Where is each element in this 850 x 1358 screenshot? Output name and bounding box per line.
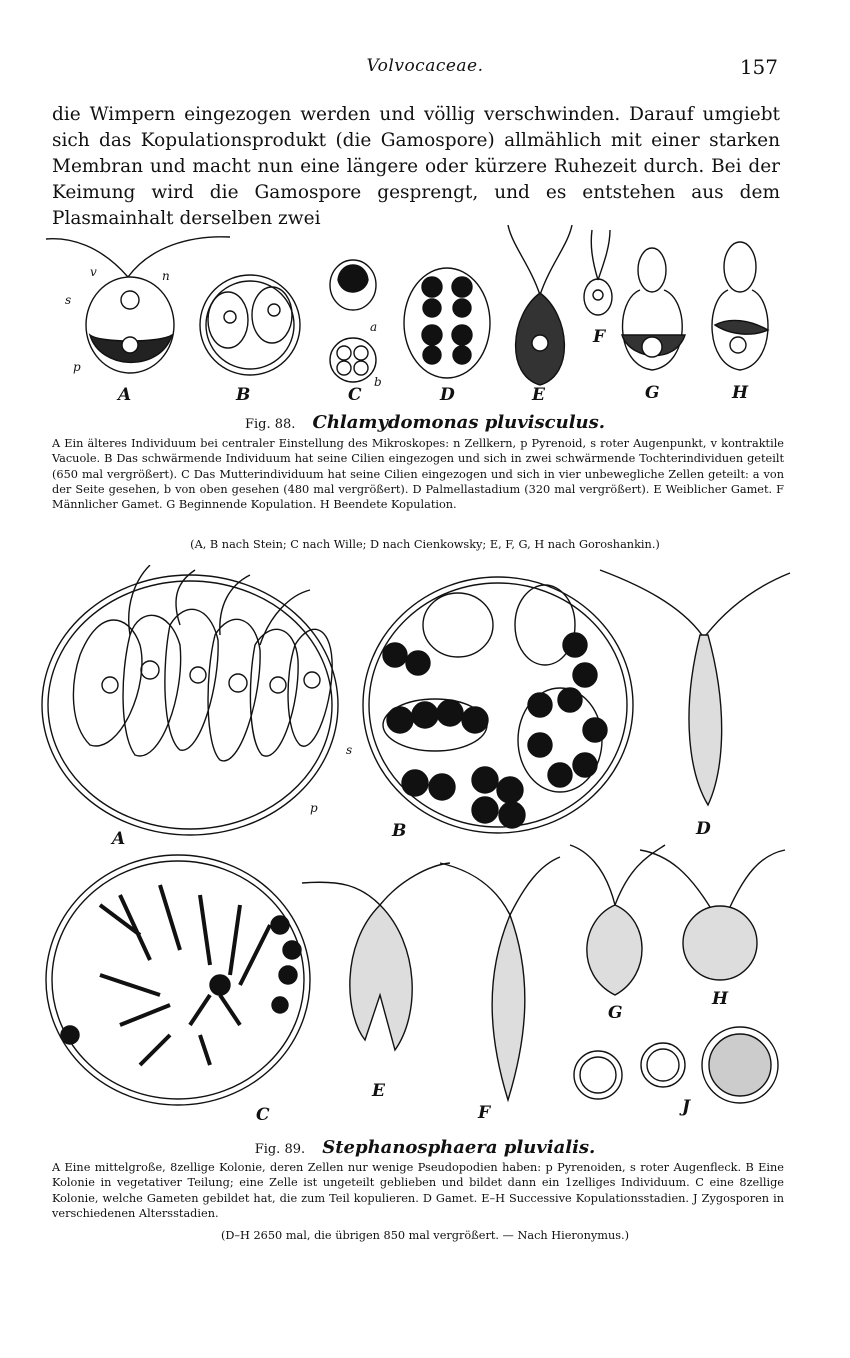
figure-88-caption: A Ein älteres Individuum bei centraler Einstellung des Mikroskopes: n Zellkern, p Pyrenoid, s roter Augenpunkt, v kontraktile Vacuole. B Das schwärmende Individuum hat seine Cilien eingezogen und sich in zwei schwärmende Tochterindividuen geteilt (650 mal vergrößert). C Das Mutterindividuum hat seine Cilien eingezogen und sich in vier unbewegliche Zellen geteilt: a von der Seite gesehen, b von oben gesehen (480 mal vergrößert). D Palmellastadium (320 mal vergrößert). E Weiblicher Gamet. F Männlicher Gamet. G Beginnende Kopulation. H Beendete Kopulation. bbox=[52, 437, 784, 512]
fig88-label-a: A bbox=[118, 385, 132, 405]
figure-89-credit: (D–H 2650 mal, die übrigen 850 mal vergrößert. — Nach Hieronymus.) bbox=[220, 1229, 630, 1242]
fig89-label-c: C bbox=[256, 1105, 270, 1125]
figure-88-credit: (A, B nach Stein; C nach Wille; D nach Cienkowsky; E, F, G, H nach Goroshankin.) bbox=[190, 538, 660, 551]
figure-89-drawing bbox=[40, 565, 810, 1127]
fig88-sublabel-n: n bbox=[162, 269, 170, 283]
fig89-label-f: F bbox=[478, 1103, 491, 1123]
fig89-sublabel-p: p bbox=[310, 801, 318, 815]
figure-88-drawing bbox=[40, 225, 810, 410]
fig88-label-b: B bbox=[236, 385, 251, 405]
fig88-label-g: G bbox=[645, 383, 660, 403]
fig88-label-d: D bbox=[440, 385, 455, 405]
fig89-label-a: A bbox=[112, 829, 126, 849]
fig88-sublabel-s: s bbox=[65, 293, 72, 307]
figure-88-title: Chlamydomonas pluvisculus. bbox=[312, 412, 606, 433]
figure-89-number: Fig. 89. bbox=[254, 1142, 306, 1157]
body-paragraph: die Wimpern eingezogen werden und völlig verschwinden. Darauf umgiebt sich das Kopulationsprodukt (die Gamospore) allmählich mit einer starken Membran und macht nun eine längere oder kürzere Ruhezeit durch. Bei der Keimung wird die Gamospore gesprengt, und es entstehen aus dem Plasmainhalt derselben zwei bbox=[52, 104, 780, 229]
figure-89-title: Stephanosphaera pluvialis. bbox=[322, 1137, 596, 1158]
fig88-sublabel-v: v bbox=[90, 265, 97, 279]
fig89-label-j: J bbox=[682, 1097, 691, 1117]
figure-89-caption-heading bbox=[0, 1137, 850, 1158]
fig88-sublabel-p: p bbox=[73, 360, 81, 374]
fig88-label-e: E bbox=[532, 385, 545, 405]
fig88-label-h: H bbox=[732, 383, 749, 403]
fig89-sublabel-s: s bbox=[346, 743, 353, 757]
fig89-label-d: D bbox=[696, 819, 711, 839]
figure-88-illustration bbox=[40, 225, 810, 410]
fig89-label-e: E bbox=[372, 1081, 385, 1101]
figure-89-illustration bbox=[40, 565, 810, 1127]
figure-88-number: Fig. 88. bbox=[244, 417, 296, 432]
fig89-label-g: G bbox=[608, 1003, 623, 1023]
fig89-label-h: H bbox=[712, 989, 729, 1009]
figure-88-caption-heading bbox=[0, 412, 850, 433]
figure-89-caption: A Eine mittelgroße, 8zellige Kolonie, deren Zellen nur wenige Pseudopodien haben: p Pyrenoiden, s roter Augenfleck. B Eine Kolonie in vegetativer Teilung; eine Zelle ist ungeteilt geblieben und bildet dann ein 1zelliges Individuum. C eine 8zellige Kolonie, welche Gameten gebildet hat, die zum Teil kopulieren. D Gamet. E–H Successive Kopulationsstadien. J Zygosporen in verschiedenen Altersstadien. bbox=[52, 1161, 784, 1220]
fig89-label-b: B bbox=[392, 821, 407, 841]
fig88-sublabel-a: a bbox=[370, 320, 378, 334]
running-header: Volvocaceae. bbox=[366, 56, 484, 76]
fig88-label-c: C bbox=[348, 385, 362, 405]
fig88-sublabel-b: b bbox=[374, 375, 382, 389]
fig88-label-f: F bbox=[593, 327, 606, 347]
page-number: 157 bbox=[739, 55, 778, 79]
